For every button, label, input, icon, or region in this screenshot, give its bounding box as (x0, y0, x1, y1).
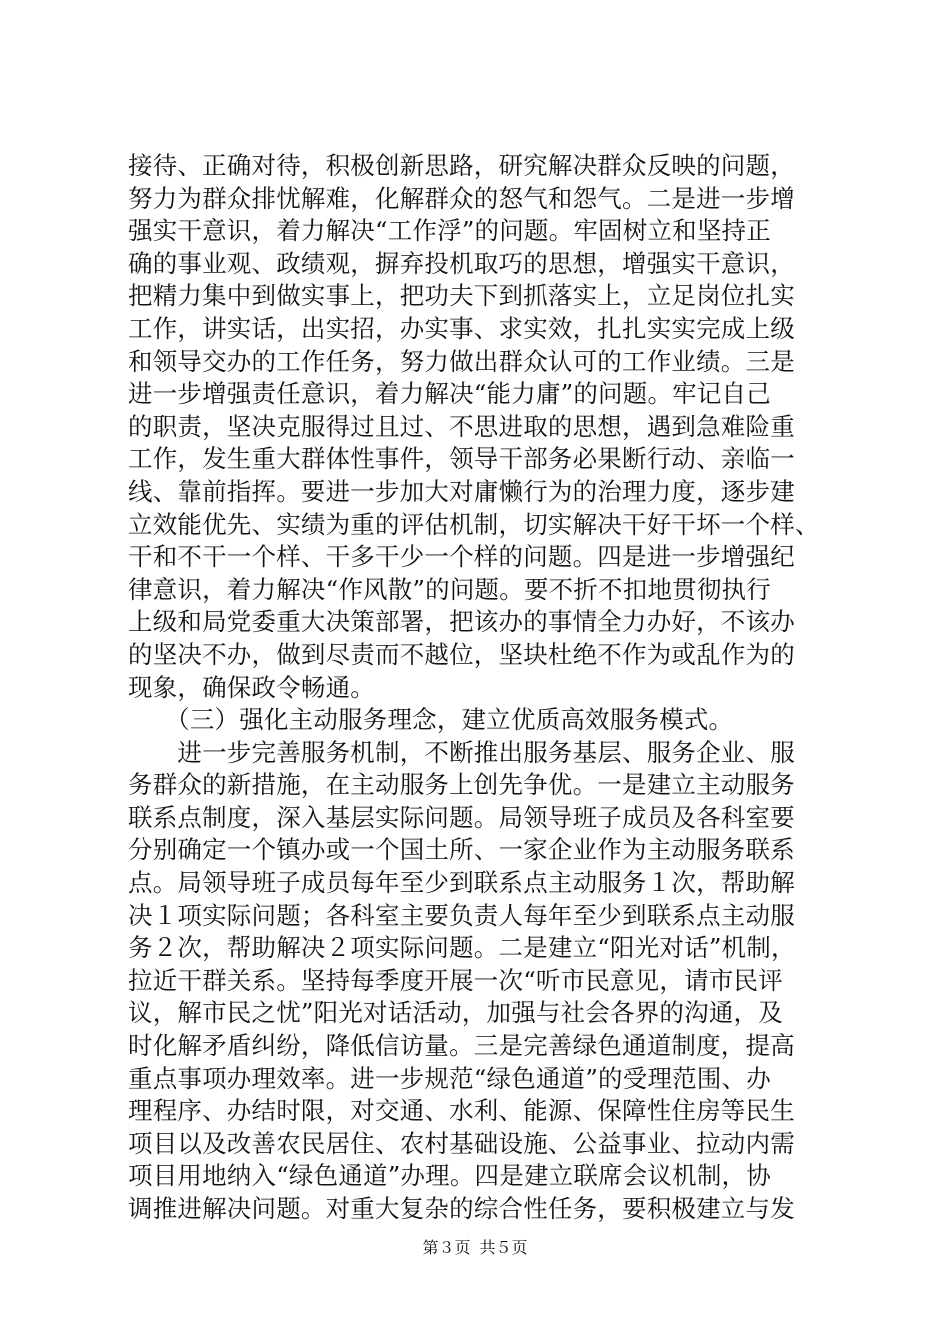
text-line: 律意识，着力解决“作风散”的问题。要不折不扣地贯彻执行 (128, 574, 771, 604)
text-line: 决１项实际问题；各科室主要负责人每年至少到联系点主动服 (128, 900, 795, 930)
text-line: 线、靠前指挥。要进一步加大对庸懒行为的治理力度，逐步建 (128, 476, 795, 506)
text-line: 确的事业观、政绩观，摒弃投机取巧的思想，增强实干意识， (128, 248, 795, 278)
text-line: 接待、正确对待，积极创新思路，研究解决群众反映的问题， (128, 151, 795, 180)
text-line: 时化解矛盾纠纷，降低信访量。三是完善绿色通道制度，提高 (128, 1031, 795, 1061)
text-line: 的职责，坚决克服得过且过、不思进取的思想，遇到急难险重 (128, 411, 795, 441)
text-line: 进一步完善服务机制，不断推出服务基层、服务企业、服 (128, 737, 795, 767)
text-line: 联系点制度，深入基层实际问题。局领导班子成员及各科室要 (128, 802, 795, 832)
text-line: 和领导交办的工作任务，努力做出群众认可的工作业绩。三是 (128, 346, 795, 376)
text-line: 项目以及改善农民居住、农村基础设施、公益事业、拉动内需 (128, 1128, 795, 1158)
text-line: 理程序、办结时限，对交通、水利、能源、保障性住房等民生 (128, 1096, 795, 1126)
page-total: 共５页 (479, 1238, 528, 1257)
text-line: （三）强化主动服务理念，建立优质高效服务模式。 (128, 705, 734, 735)
text-line: 议，解市民之忧”阳光对话活动，加强与社会各界的沟通，及 (128, 998, 783, 1028)
text-line: 立效能优先、实绩为重的评估机制，切实解决干好干坏一个样、 (128, 509, 820, 539)
text-line: 分别确定一个镇办或一个国土所、一家企业作为主动服务联系 (128, 835, 795, 865)
text-line: 努力为群众排忧解难，化解群众的怒气和怨气。二是进一步增 (128, 183, 795, 213)
text-line: 进一步增强责任意识，着力解决“能力庸”的问题。牢记自己 (128, 379, 771, 409)
text-line: 工作，讲实话，出实招，办实事、求实效，扎扎实实完成上级 (128, 313, 795, 343)
page-number: 第３页 (422, 1238, 471, 1257)
text-line: 点。局领导班子成员每年至少到联系点主动服务１次，帮助解 (128, 868, 795, 898)
text-line: 把精力集中到做实事上，把功夫下到抓落实上，立足岗位扎实 (128, 281, 795, 311)
text-line: 拉近干群关系。坚持每季度开展一次“听市民意见，请市民评 (128, 965, 783, 995)
text-line: 务群众的新措施，在主动服务上创先争优。一是建立主动服务 (128, 770, 795, 800)
text-line: 重点事项办理效率。进一步规范“绿色通道”的受理范围、办 (128, 1063, 771, 1093)
page-footer (0, 1238, 950, 1258)
text-line: 工作，发生重大群体性事件，领导干部务必果断行动、亲临一 (128, 444, 795, 474)
text-line: 务２次，帮助解决２项实际问题。二是建立“阳光对话”机制， (128, 933, 796, 963)
text-line: 现象，确保政令畅通。 (128, 672, 375, 702)
text-line: 的坚决不办，做到尽责而不越位，坚块杜绝不作为或乱作为的 (128, 639, 795, 669)
body-text (128, 150, 833, 1226)
text-line: 强实干意识，着力解决“工作浮”的问题。牢固树立和坚持正 (128, 216, 771, 246)
text-line: 调推进解决问题。对重大复杂的综合性任务，要积极建立与发 (128, 1194, 795, 1223)
text-line: 项目用地纳入“绿色通道”办理。四是建立联席会议机制，协 (128, 1161, 771, 1191)
text-line: 上级和局党委重大决策部署，把该办的事情全力办好，不该办 (128, 607, 795, 637)
text-line: 干和不干一个样、干多干少一个样的问题。四是进一步增强纪 (128, 542, 795, 572)
